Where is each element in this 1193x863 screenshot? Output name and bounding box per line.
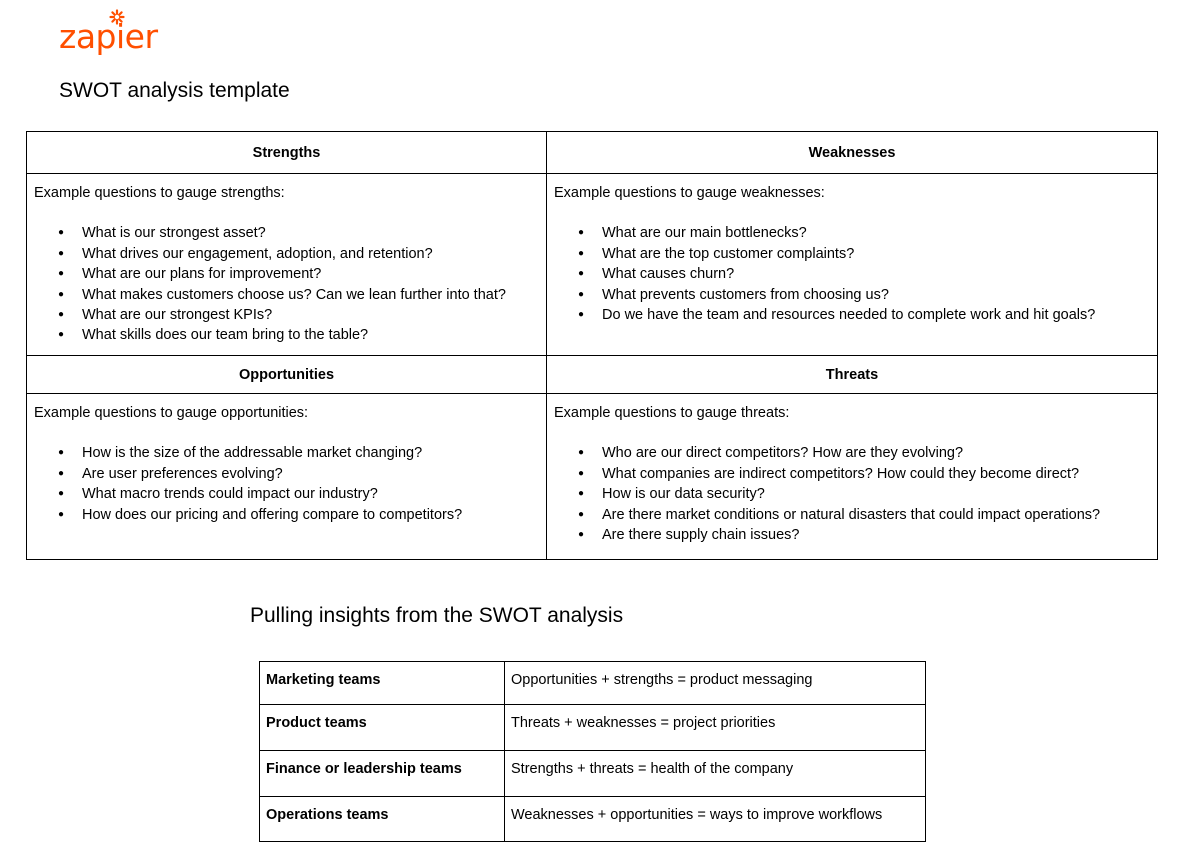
table-row [260, 705, 926, 751]
threats-intro: Example questions to gauge threats: [554, 405, 790, 421]
table-row [27, 356, 1158, 394]
weaknesses-cell [547, 174, 1158, 356]
team-cell: Finance or leadership teams [260, 751, 505, 797]
strengths-cell [27, 174, 547, 356]
strengths-heading: Strengths [27, 132, 547, 174]
weaknesses-list [554, 223, 1150, 325]
list-item: ● Do we have the team and resources needed to complete work and hit goals? [602, 305, 1150, 325]
swot-table [26, 131, 1158, 560]
strengths-list [34, 223, 539, 345]
team-cell: Product teams [260, 705, 505, 751]
list-item: ● What prevents customers from choosing us? [602, 285, 1150, 305]
table-row [27, 394, 1158, 560]
zapier-logo [59, 9, 169, 57]
list-item: ● Are user preferences evolving? [82, 464, 539, 484]
table-row [27, 132, 1158, 174]
table-row [27, 174, 1158, 356]
list-item: ● How is the size of the addressable market changing? [82, 443, 539, 463]
strengths-intro: Example questions to gauge strengths: [34, 185, 285, 201]
list-item: ● What are our strongest KPIs? [82, 305, 539, 325]
weaknesses-heading: Weaknesses [547, 132, 1158, 174]
formula-cell: Opportunities + strengths = product messaging [505, 662, 926, 705]
list-item: ● What are our plans for improvement? [82, 264, 539, 284]
table-row [260, 662, 926, 705]
list-item: ● What companies are indirect competitors? How could they become direct? [602, 464, 1150, 484]
formula-cell: Threats + weaknesses = project priorities [505, 705, 926, 751]
table-row [260, 797, 926, 842]
list-item: ● What macro trends could impact our industry? [82, 484, 539, 504]
page-title: SWOT analysis template [59, 79, 290, 102]
insights-table [259, 661, 926, 842]
list-item: ● Are there market conditions or natural disasters that could impact operations? [602, 505, 1150, 525]
team-cell: Marketing teams [260, 662, 505, 705]
list-item: ● What drives our engagement, adoption, and retention? [82, 244, 539, 264]
list-item: ● What are the top customer complaints? [602, 244, 1150, 264]
threats-heading: Threats [547, 356, 1158, 394]
list-item: ● What causes churn? [602, 264, 1150, 284]
table-row [260, 751, 926, 797]
list-item: ● How is our data security? [602, 484, 1150, 504]
team-cell: Operations teams [260, 797, 505, 842]
formula-cell: Strengths + threats = health of the company [505, 751, 926, 797]
opportunities-intro: Example questions to gauge opportunities: [34, 405, 309, 421]
logo-wordmark: zapier [59, 17, 158, 56]
weaknesses-intro: Example questions to gauge weaknesses: [554, 185, 825, 201]
opportunities-list [34, 443, 539, 525]
list-item: ● Are there supply chain issues? [602, 525, 1150, 545]
insights-title: Pulling insights from the SWOT analysis [250, 604, 624, 627]
formula-cell: Weaknesses + opportunities = ways to improve workflows [505, 797, 926, 842]
list-item: ● Who are our direct competitors? How are they evolving? [602, 443, 1150, 463]
opportunities-heading: Opportunities [27, 356, 547, 394]
list-item: ● What is our strongest asset? [82, 223, 539, 243]
list-item: ● What makes customers choose us? Can we lean further into that? [82, 285, 539, 305]
list-item: ● What are our main bottlenecks? [602, 223, 1150, 243]
list-item: ● How does our pricing and offering compare to competitors? [82, 505, 539, 525]
list-item: ● What skills does our team bring to the table? [82, 325, 539, 345]
opportunities-cell [27, 394, 547, 560]
threats-cell [547, 394, 1158, 560]
threats-list [554, 443, 1150, 545]
